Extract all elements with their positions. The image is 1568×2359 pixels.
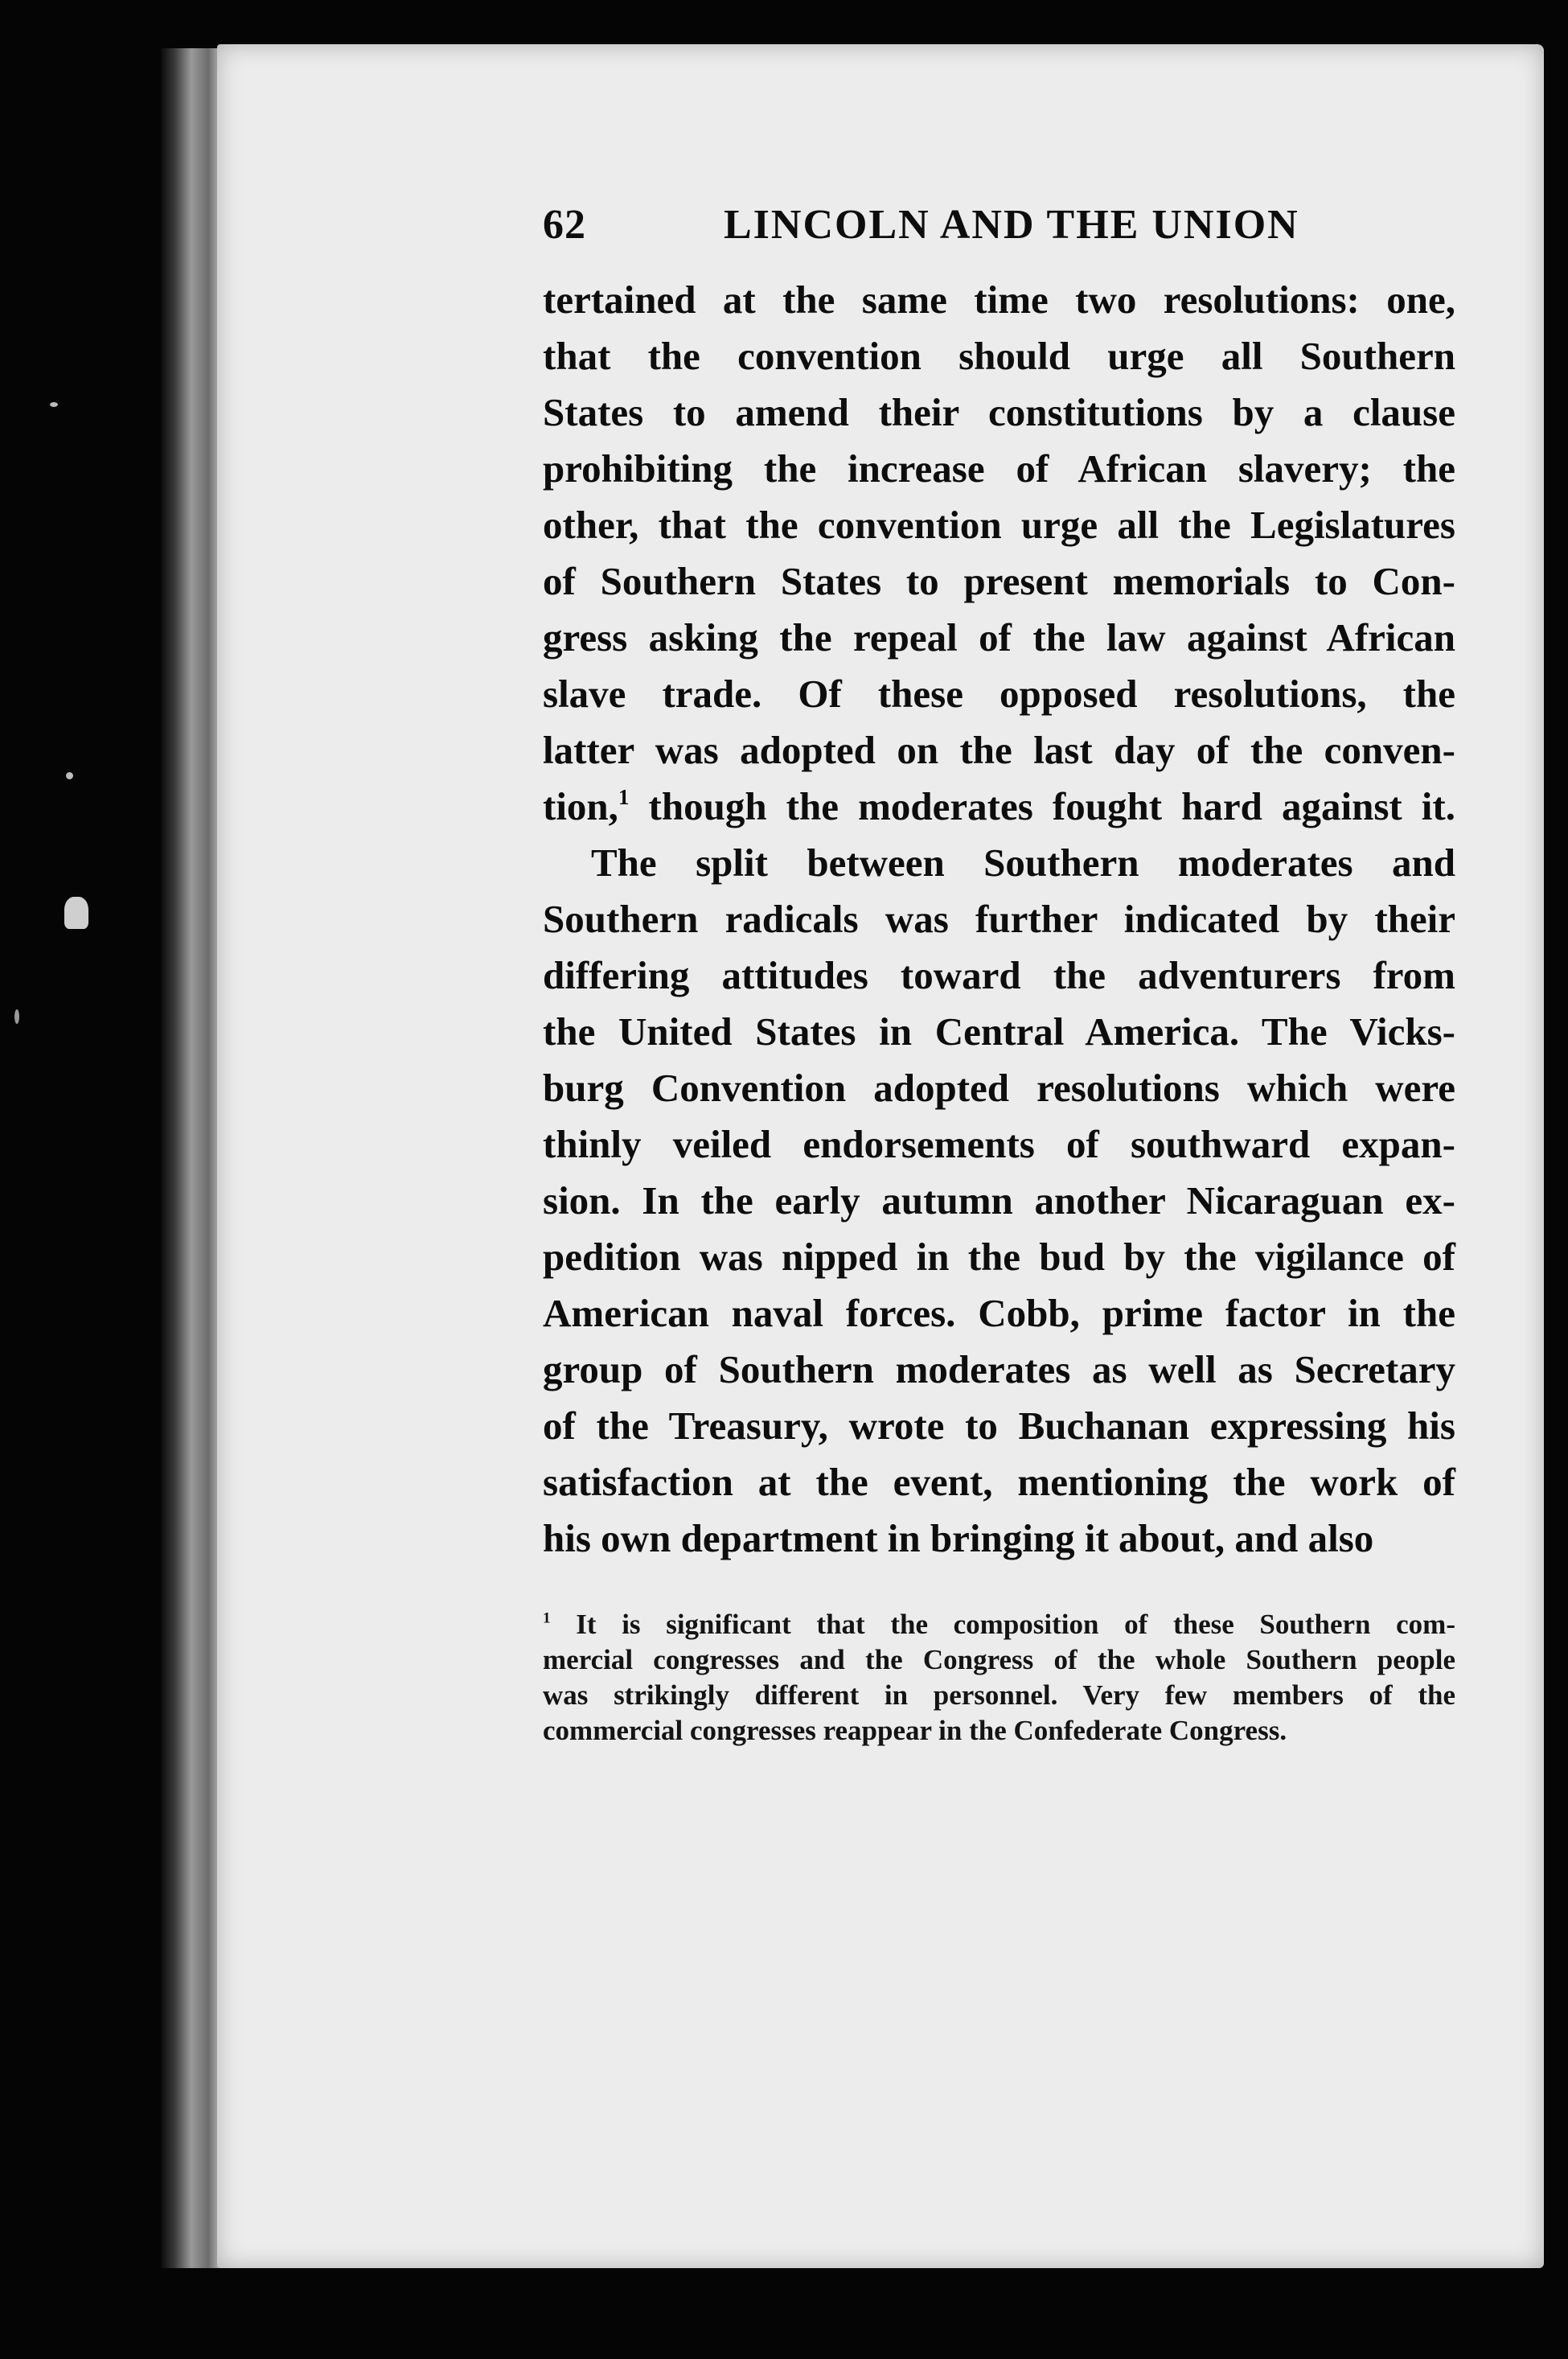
page-number: 62 (543, 202, 586, 248)
text-line: of Southern States to present memorials to Con- (543, 559, 1455, 603)
text-line: sion. In the early autumn another Nicaraguan ex- (543, 1178, 1455, 1223)
text-line: thinly veiled endorsements of southward expan- (543, 1122, 1455, 1166)
running-head (543, 201, 1451, 257)
paragraph-start-line: The split between Southern moderates and (591, 840, 1455, 885)
footnote-line: commercial congresses reappear in the Confederate Congress. (543, 1715, 1287, 1746)
text-line: tertained at the same time two resolutions: one, (543, 277, 1455, 322)
text-line: Southern radicals was further indicated by their (543, 897, 1455, 941)
text-line: satisfaction at the event, mentioning the work of (543, 1460, 1455, 1504)
text-line: of the Treasury, wrote to Buchanan expressing his (543, 1403, 1455, 1448)
text-fragment: though the moderates fought hard against it. (629, 784, 1455, 828)
footnote-marker: 1 (543, 1609, 551, 1627)
dust-speck (50, 402, 58, 407)
footnote-line (543, 1607, 1455, 1642)
text-fragment: It is significant that the composition of these Southern com- (576, 1609, 1455, 1640)
text-line-with-footnote-ref (543, 779, 1455, 835)
text-line: latter was adopted on the last day of the conven- (543, 728, 1455, 772)
footnote (543, 1607, 1455, 1749)
text-line: burg Convention adopted resolutions which were (543, 1066, 1455, 1110)
text-line: other, that the convention urge all the Legislatures (543, 503, 1455, 547)
dust-speck (14, 1009, 19, 1024)
body-text (543, 272, 1455, 1567)
text-fragment: tion, (543, 784, 618, 828)
footnote-line: mercial congresses and the Congress of the whole Southern people (543, 1644, 1455, 1675)
footnote-line: was strikingly different in personnel. Very few members of the (543, 1679, 1455, 1711)
text-line: his own department in bringing it about, and also (543, 1516, 1374, 1560)
text-line: that the convention should urge all Southern (543, 334, 1455, 378)
text-line: the United States in Central America. The Vicks- (543, 1009, 1455, 1054)
text-line: differing attitudes toward the adventurers from (543, 953, 1455, 997)
text-line: States to amend their constitutions by a clause (543, 390, 1455, 434)
running-head-title: LINCOLN AND THE UNION (724, 202, 1299, 248)
dust-speck (64, 897, 88, 929)
text-line: pedition was nipped in the bud by the vigilance of (543, 1235, 1455, 1279)
footnote-reference: 1 (618, 785, 630, 810)
text-line: slave trade. Of these opposed resolutions, the (543, 672, 1455, 716)
text-line: gress asking the repeal of the law against African (543, 615, 1455, 660)
text-line: group of Southern moderates as well as Secretary (543, 1347, 1455, 1391)
dust-speck (66, 772, 73, 779)
text-line: prohibiting the increase of African slavery; the (543, 446, 1455, 491)
text-line: American naval forces. Cobb, prime factor in the (543, 1291, 1455, 1335)
